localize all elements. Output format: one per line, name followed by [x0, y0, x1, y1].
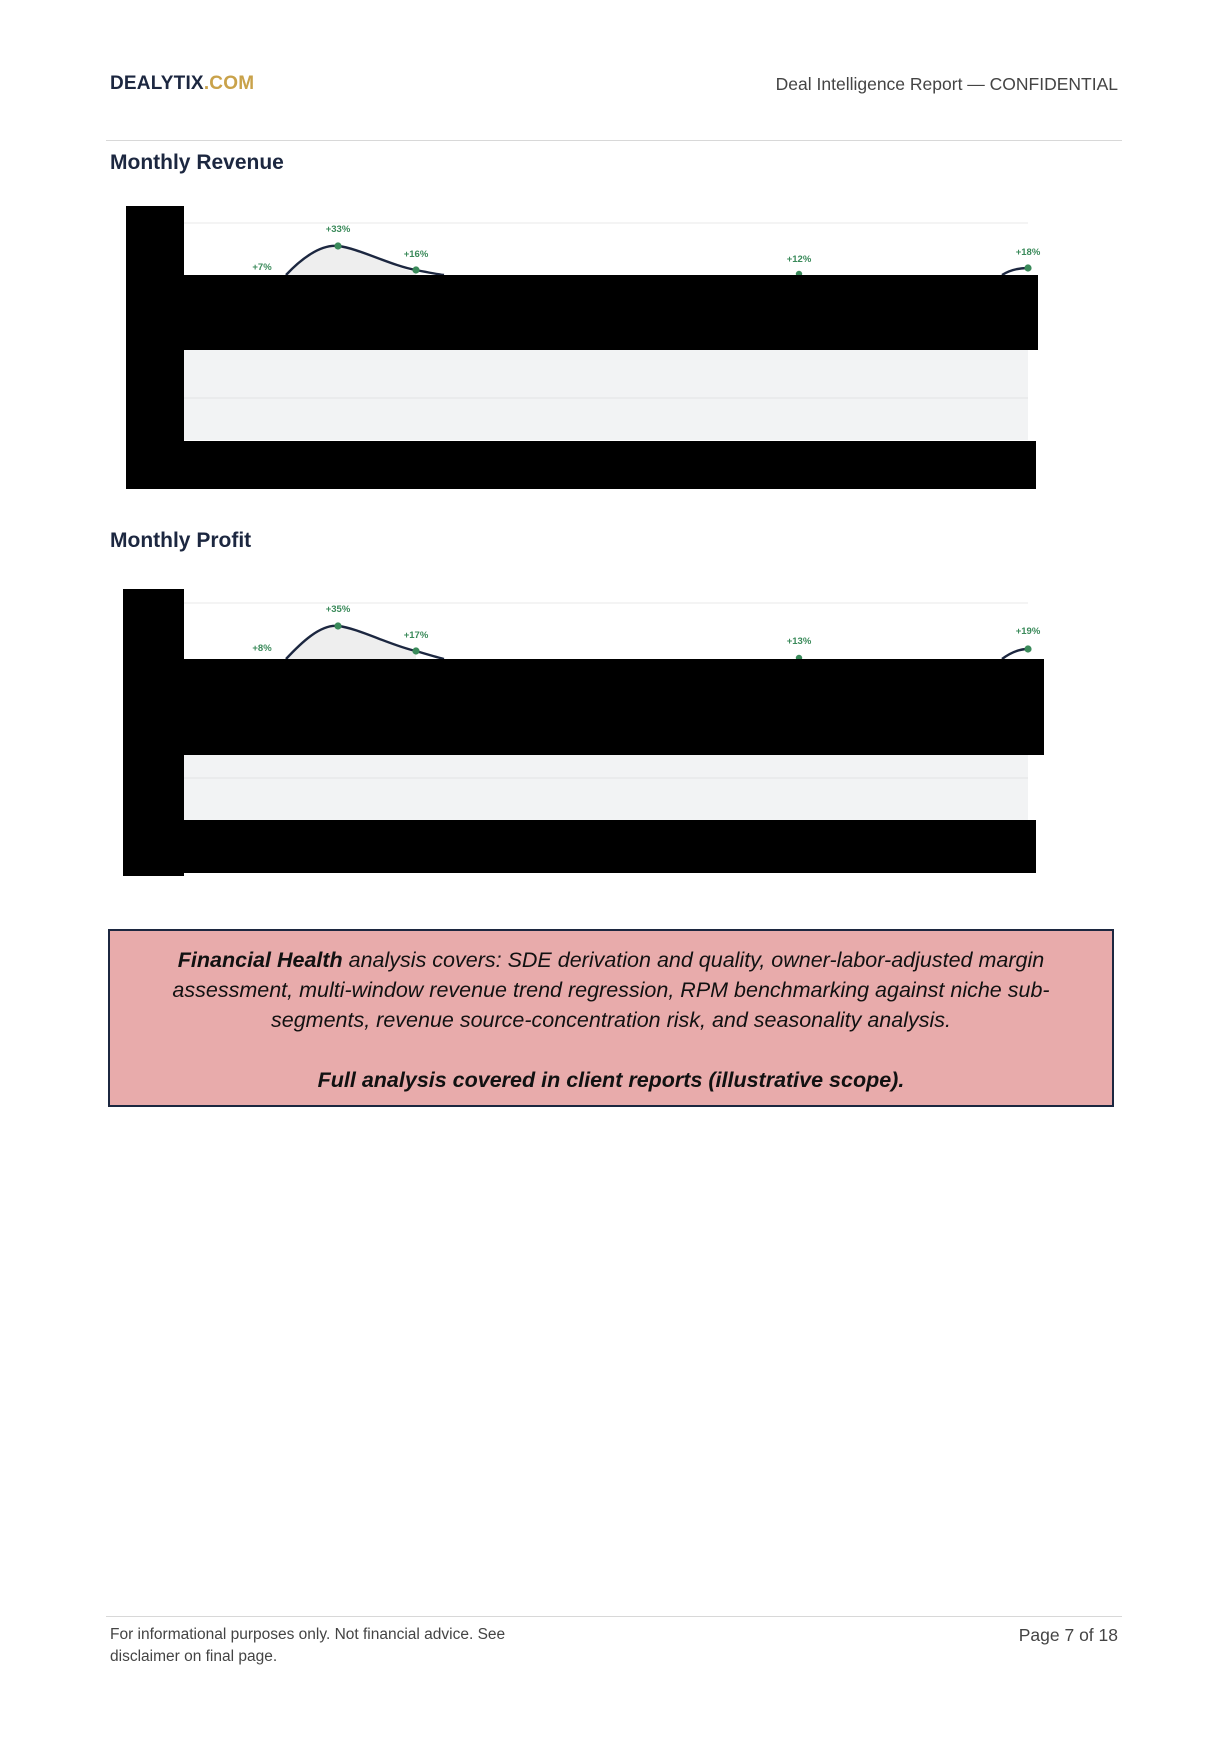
redaction-bar — [184, 275, 1038, 350]
footer-divider — [106, 1616, 1122, 1617]
callout-scope-note: Full analysis covered in client reports (illustrative scope). — [317, 1068, 905, 1092]
profit-point-label: +35% — [325, 604, 351, 615]
revenue-point — [334, 242, 341, 249]
revenue-section-title: Monthly Revenue — [110, 151, 284, 174]
revenue-point — [1024, 264, 1031, 271]
revenue-chart — [126, 206, 1041, 489]
profit-point — [412, 647, 419, 654]
revenue-plot-area — [184, 350, 1028, 440]
revenue-point-label: +12% — [786, 254, 812, 265]
profit-plot-area — [184, 755, 1028, 820]
profit-point-label: +13% — [786, 636, 812, 647]
revenue-point-label: +18% — [1015, 247, 1041, 258]
report-title: Deal Intelligence Report — CONFIDENTIAL — [775, 74, 1118, 94]
profit-point — [1024, 645, 1031, 652]
redaction-bar — [126, 441, 1036, 489]
profit-chart — [123, 589, 1044, 876]
callout-lead: Financial Health — [177, 948, 343, 972]
brand-primary: DEALYTIX — [110, 73, 204, 94]
revenue-point-label: +33% — [325, 224, 351, 235]
financial-health-callout — [108, 929, 1114, 1107]
profit-point-label: +19% — [1015, 626, 1041, 637]
profit-point-label: +8% — [252, 643, 272, 654]
revenue-point — [412, 266, 419, 273]
revenue-point-label: +7% — [252, 262, 272, 273]
callout-body: analysis covers: SDE derivation and quality, owner-labor-adjusted margin assessment, multi-window revenue trend regression, RPM benchmarking against niche sub-segments, revenue source-concentration risk, and seasonality analysis. — [172, 948, 1050, 1032]
page-number: Page 7 of 18 — [1018, 1625, 1118, 1645]
revenue-series-line-end — [1002, 268, 1028, 275]
redaction-bar — [184, 659, 1044, 755]
profit-point-label: +17% — [403, 630, 429, 641]
redaction-bar — [123, 820, 1036, 873]
profit-section-title: Monthly Profit — [110, 529, 252, 552]
revenue-point-label: +16% — [403, 249, 429, 260]
redaction-bar — [126, 206, 184, 443]
profit-point — [334, 622, 341, 629]
brand-secondary: .COM — [203, 73, 255, 94]
profit-area — [184, 626, 416, 659]
footer-disclaimer: For informational purposes only. Not financial advice. See disclaimer on final page. — [110, 1626, 506, 1665]
profit-series-line-end — [1002, 649, 1028, 659]
